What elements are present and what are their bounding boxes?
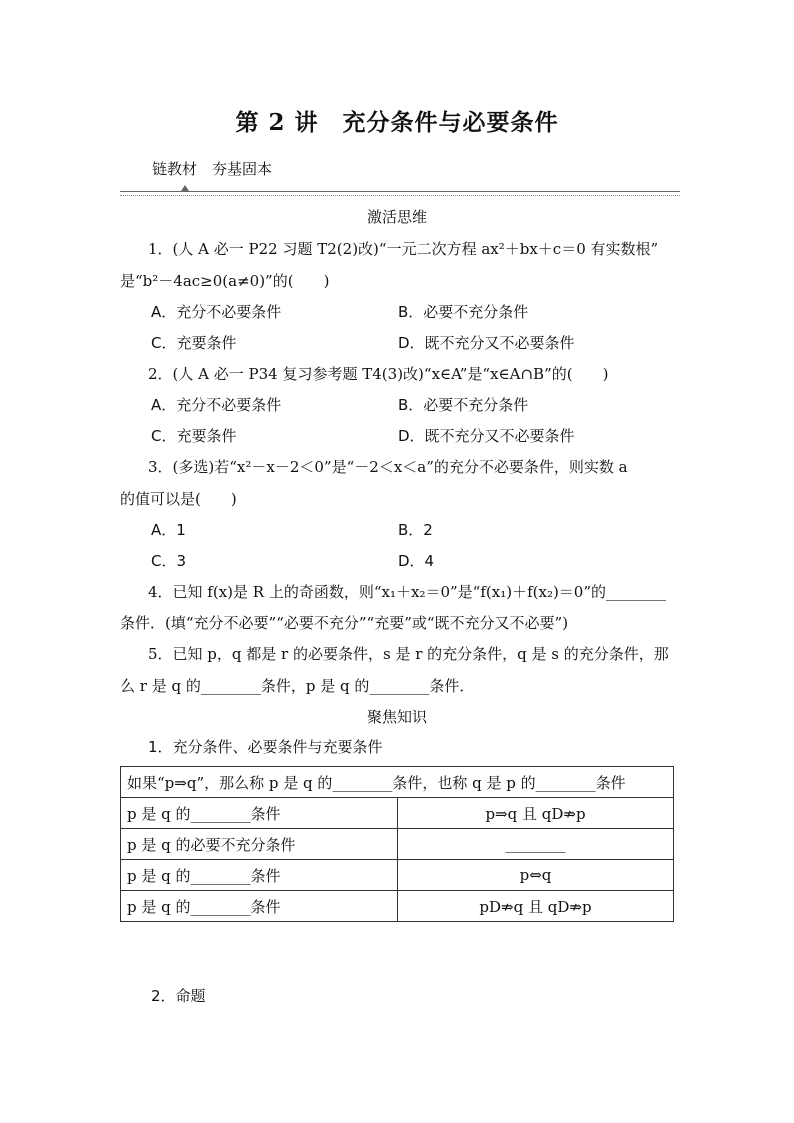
q3-option-a: A．1: [151, 521, 186, 539]
activate-heading: 激活思维: [366, 208, 427, 226]
table-cell-right: ________: [398, 829, 674, 860]
table-cell-left: p 是 q 的________条件: [121, 798, 398, 829]
subsection-1-title: 1．充分条件、必要条件与充要条件: [148, 738, 383, 756]
q3-option-c: C．3: [151, 552, 187, 570]
q5-line2: 么 r 是 q 的________条件，p 是 q 的________条件．: [120, 677, 475, 695]
conditions-table: [120, 766, 674, 922]
table-header-cell: 如果“p⇒q”，那么称 p 是 q 的________条件，也称 q 是 p 的________条件: [121, 767, 674, 798]
subsection-2-title: 2．命题: [151, 987, 206, 1005]
table-row: [121, 798, 674, 829]
q2-option-d: D．既不充分又不必要条件: [398, 427, 575, 445]
table-row: [121, 891, 674, 922]
table-cell-left: p 是 q 的必要不充分条件: [121, 829, 398, 860]
q2-option-c: C．充要条件: [151, 427, 237, 445]
q2-option-b: B．必要不充分条件: [398, 396, 529, 414]
table-row: [121, 767, 674, 798]
q2-option-a: A．充分不必要条件: [151, 396, 282, 414]
table-cell-left: p 是 q 的________条件: [121, 860, 398, 891]
table-row: [121, 860, 674, 891]
table-cell-right: p⇔q: [398, 860, 674, 891]
section-rule-dotted: [120, 195, 680, 196]
table-cell-right: pD⇏q 且 qD⇏p: [398, 891, 674, 922]
focus-heading: 聚焦知识: [366, 708, 427, 726]
q1-line2: 是“b²－4ac≥0(a≠0)”的( ): [120, 272, 330, 290]
table-cell-left: p 是 q 的________条件: [121, 891, 398, 922]
q1-option-d: D．既不充分又不必要条件: [398, 334, 575, 352]
q1-line1: 1．(人 A 必一 P22 习题 T2(2)改)“一元二次方程 ax²＋bx＋c＝0 有实数根”: [148, 240, 659, 258]
q2-line1: 2．(人 A 必一 P34 复习参考题 T4(3)改)“x∈A”是“x∈A∩B”的( ): [148, 365, 609, 383]
section-rule: [120, 191, 680, 192]
table-cell-right: p⇒q 且 qD⇏p: [398, 798, 674, 829]
q3-option-d: D．4: [398, 552, 435, 570]
q3-option-b: B．2: [398, 521, 433, 539]
page-title: 第 2 讲 充分条件与必要条件: [235, 109, 559, 136]
q3-line1: 3．(多选)若“x²－x－2＜0”是“－2＜x＜a”的充分不必要条件，则实数 a: [148, 458, 628, 476]
q1-option-c: C．充要条件: [151, 334, 237, 352]
q3-line2: 的值可以是( ): [120, 490, 237, 508]
q1-option-b: B．必要不充分条件: [398, 303, 529, 321]
q4-line2: 条件．(填“充分不必要”“必要不充分”“充要”或“既不充分又不必要”): [120, 614, 569, 632]
q4-line1: 4．已知 f(x)是 R 上的奇函数，则“x₁＋x₂＝0”是“f(x₁)＋f(x₂)＝0”的________: [148, 583, 667, 601]
table-row: [121, 829, 674, 860]
q5-line1: 5．已知 p，q 都是 r 的必要条件，s 是 r 的充分条件，q 是 s 的充分条件，那: [148, 645, 669, 663]
section-bar-label: 链教材 夯基固本: [152, 160, 273, 178]
q1-option-a: A．充分不必要条件: [151, 303, 282, 321]
